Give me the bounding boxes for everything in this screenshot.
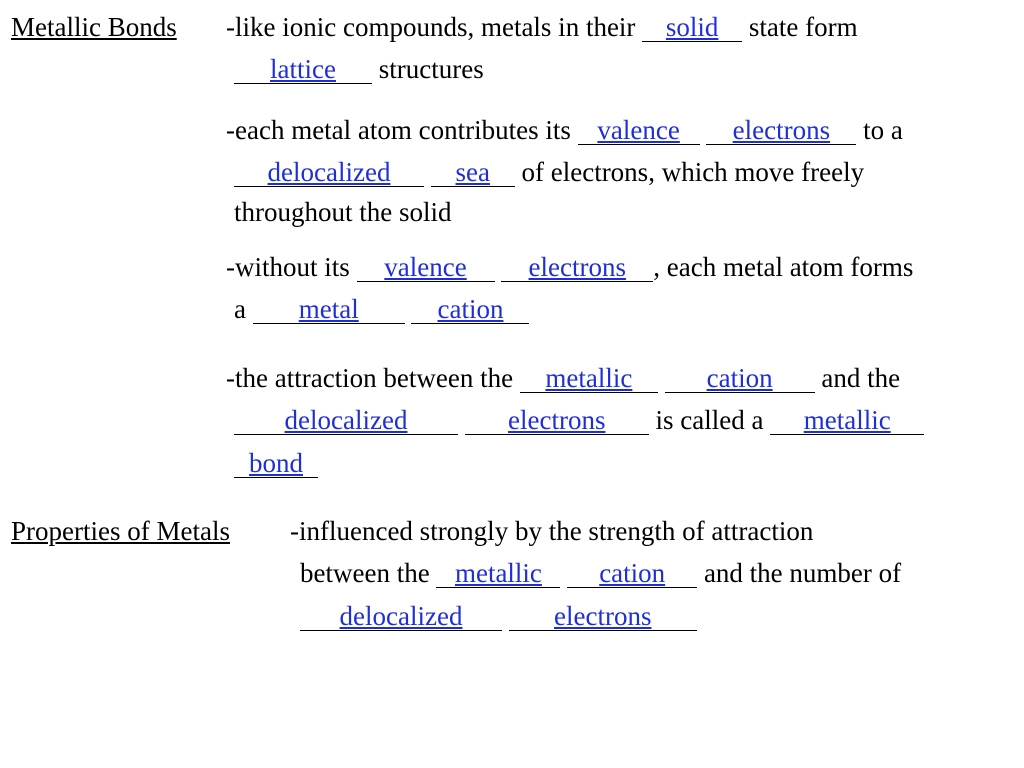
answer-text: metal — [298, 294, 359, 324]
text-fragment: -the attraction between the — [226, 363, 520, 393]
answer-text: electrons — [732, 115, 831, 145]
text-fragment: to a — [856, 115, 903, 145]
fill-blank — [509, 603, 697, 631]
text-fragment: throughout the solid — [234, 197, 452, 227]
answer-text: bond — [249, 448, 303, 478]
bullet-line — [226, 254, 913, 282]
section-heading-properties-of-metals: Properties of Metals — [11, 516, 230, 546]
bullet-line — [226, 14, 858, 42]
text-fragment: between the — [300, 558, 437, 588]
bullet-line — [234, 450, 318, 478]
answer-text: cation — [706, 363, 773, 393]
text-fragment: is called a — [648, 405, 771, 435]
answer-text: delocalized — [284, 405, 408, 435]
bullet-line — [226, 117, 903, 145]
fill-blank — [770, 407, 924, 435]
text-fragment: and the — [814, 363, 901, 393]
text-fragment: structures — [372, 54, 484, 84]
fill-blank — [234, 450, 318, 478]
bullet-line — [226, 365, 900, 393]
bullet-line — [234, 56, 484, 84]
text-fragment: -without its — [226, 252, 357, 282]
answer-text: cation — [437, 294, 504, 324]
fill-blank — [300, 603, 502, 631]
answer-text: metallic — [454, 558, 542, 588]
answer-text: sea — [455, 157, 490, 187]
fill-blank — [436, 560, 560, 588]
answer-text: delocalized — [267, 157, 391, 187]
bullet-line — [300, 560, 901, 588]
bullet-line — [300, 603, 697, 631]
fill-blank — [465, 407, 649, 435]
fill-blank — [501, 254, 653, 282]
fill-blank — [578, 117, 700, 145]
fill-blank — [431, 159, 515, 187]
bullet-line — [234, 159, 864, 187]
fill-blank — [520, 365, 658, 393]
text-fragment: state form — [742, 12, 858, 42]
bullet-line — [234, 296, 529, 324]
bullet-line — [234, 199, 452, 226]
fill-blank — [253, 296, 405, 324]
text-fragment: , each metal atom forms — [653, 252, 914, 282]
fill-blank — [665, 365, 815, 393]
text-fragment: -each metal atom contributes its — [226, 115, 578, 145]
fill-blank — [357, 254, 495, 282]
answer-text: valence — [384, 252, 467, 282]
text-fragment: -like ionic compounds, metals in their — [226, 12, 643, 42]
fill-blank — [567, 560, 697, 588]
fill-blank — [234, 159, 424, 187]
fill-blank — [706, 117, 856, 145]
answer-text: electrons — [508, 405, 606, 435]
fill-blank — [642, 14, 742, 42]
answer-text: electrons — [554, 601, 652, 631]
answer-text: metallic — [803, 405, 891, 435]
text-fragment: a — [234, 294, 253, 324]
answer-text: lattice — [270, 54, 336, 84]
answer-text: electrons — [528, 252, 626, 282]
fill-blank — [411, 296, 529, 324]
answer-text: metallic — [545, 363, 633, 393]
fill-blank — [234, 407, 458, 435]
fill-blank — [234, 56, 372, 84]
answer-text: valence — [597, 115, 680, 145]
answer-text: cation — [599, 558, 666, 588]
text-fragment: of electrons, which move freely — [514, 157, 865, 187]
text-fragment: -influenced strongly by the strength of attraction — [290, 516, 814, 546]
bullet-line — [234, 407, 924, 435]
bullet-line — [290, 518, 813, 545]
answer-text: delocalized — [339, 601, 463, 631]
section-heading-metallic-bonds: Metallic Bonds — [11, 12, 177, 42]
answer-text: solid — [665, 12, 719, 42]
text-fragment: and the number of — [697, 558, 902, 588]
